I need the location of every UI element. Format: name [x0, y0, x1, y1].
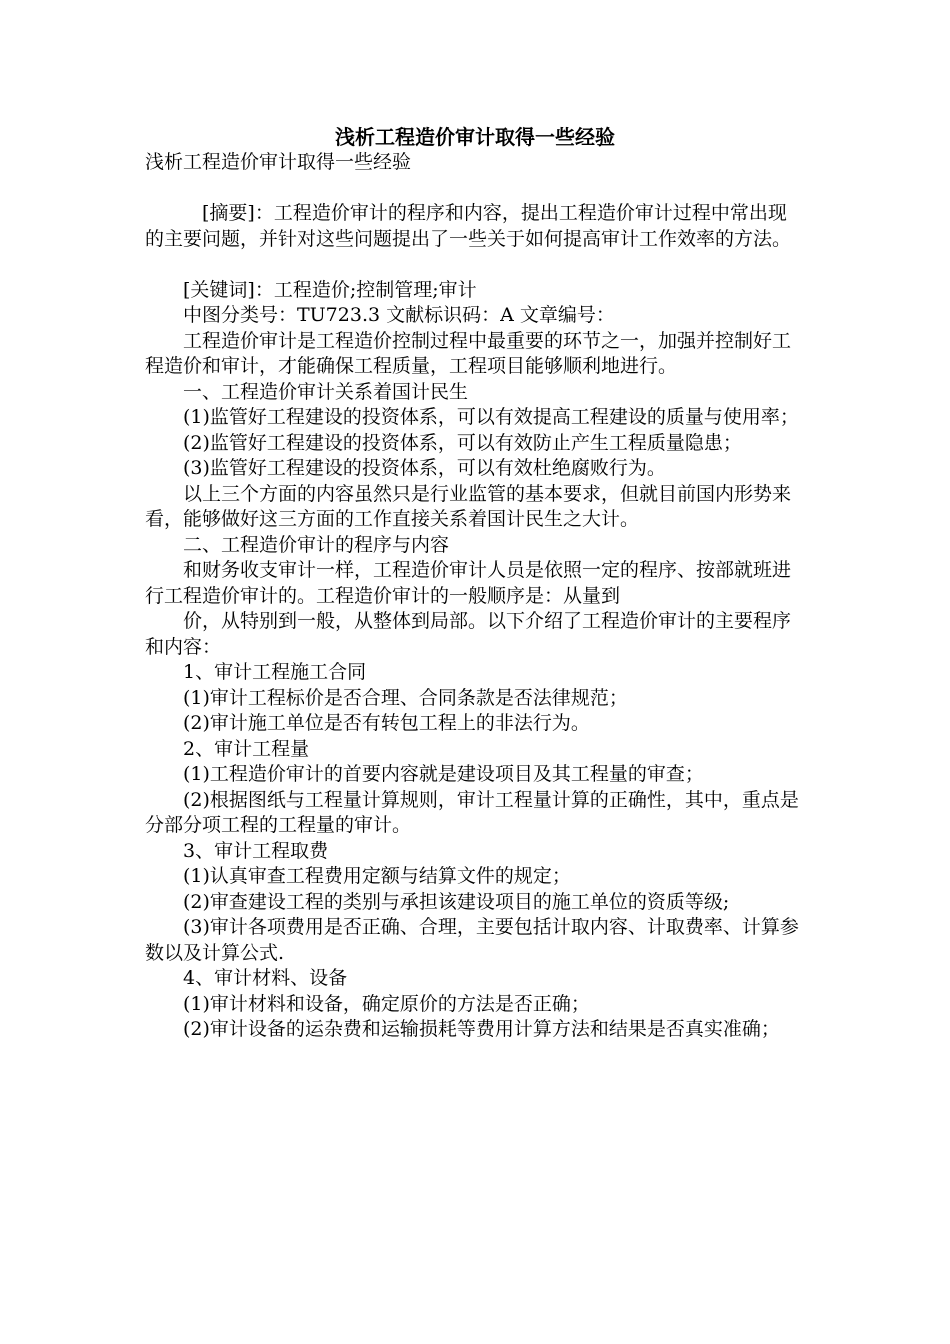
paragraph: (3)审计各项费用是否正确、合理，主要包括计取内容、计取费率、计算参数以及计算公式.: [145, 916, 799, 964]
paragraph: [摘要]：工程造价审计的程序和内容，提出工程造价审计过程中常出现的主要问题，并针对这些问题提出了一些关于如何提高审计工作效率的方法。: [145, 202, 792, 250]
paragraph: (2)审计施工单位是否有转包工程上的非法行为。: [183, 712, 590, 734]
paragraph: 3、审计工程取费: [183, 839, 329, 862]
paragraph: 二、工程造价审计的程序与内容: [183, 533, 450, 556]
document-title: 浅析工程造价审计取得一些经验: [335, 125, 615, 149]
document-body: [145, 150, 805, 1043]
paragraph: 以上三个方面的内容虽然只是行业监管的基本要求，但就目前国内形势来看，能够做好这三方面的工作直接关系着国计民生之大计。: [145, 482, 792, 530]
paragraph: (2)监管好工程建设的投资体系，可以有效防止产生工程质量隐患；: [183, 431, 742, 454]
paragraph: 价，从特别到一般，从整体到局部。以下介绍了工程造价审计的主要程序和内容：: [145, 610, 792, 658]
paragraph: (1)工程造价审计的首要内容就是建设项目及其工程量的审查；: [183, 763, 704, 785]
paragraph: 和财务收支审计一样，工程造价审计人员是依照一定的程序、按部就班进行工程造价审计的。工程造价审计的一般顺序是：从量到: [145, 559, 792, 607]
paragraph: (2)根据图纸与工程量计算规则，审计工程量计算的正确性，其中，重点是分部分项工程的工程量的审计。: [145, 788, 799, 836]
paragraph: 一、工程造价审计关系着国计民生: [183, 380, 469, 403]
paragraph: (1)监管好工程建设的投资体系，可以有效提高工程建设的质量与使用率；: [183, 406, 799, 428]
paragraph: 4、审计材料、设备: [183, 967, 348, 989]
paragraph: (1)审计材料和设备，确定原价的方法是否正确；: [183, 992, 590, 1015]
paragraph-gap: [145, 252, 805, 278]
paragraph: [关键词]：工程造价;控制管理;审计: [183, 278, 477, 301]
paragraph: (1)审计工程标价是否合理、合同条款是否法律规范；: [183, 686, 628, 709]
paragraph: (2)审计设备的运杂费和运输损耗等费用计算方法和结果是否真实准确；: [183, 1018, 780, 1040]
paragraph: (3)监管好工程建设的投资体系，可以有效杜绝腐败行为。: [183, 457, 666, 479]
paragraph: (2)审查建设工程的类别与承担该建设项目的施工单位的资质等级;: [183, 890, 730, 913]
paragraph-gap: [145, 176, 805, 202]
paragraph: 1、审计工程施工合同: [183, 661, 367, 683]
paragraph: 浅析工程造价审计取得一些经验: [145, 151, 412, 173]
paragraph: (1)认真审查工程费用定额与结算文件的规定；: [183, 865, 571, 887]
paragraph: 2、审计工程量: [183, 737, 310, 760]
paragraph: 中图分类号：TU723.3 文献标识码：A 文章编号：: [183, 304, 615, 326]
paragraph: 工程造价审计是工程造价控制过程中最重要的环节之一，加强并控制好工程造价和审计，才能确保工程质量，工程项目能够顺利地进行。: [145, 329, 792, 377]
